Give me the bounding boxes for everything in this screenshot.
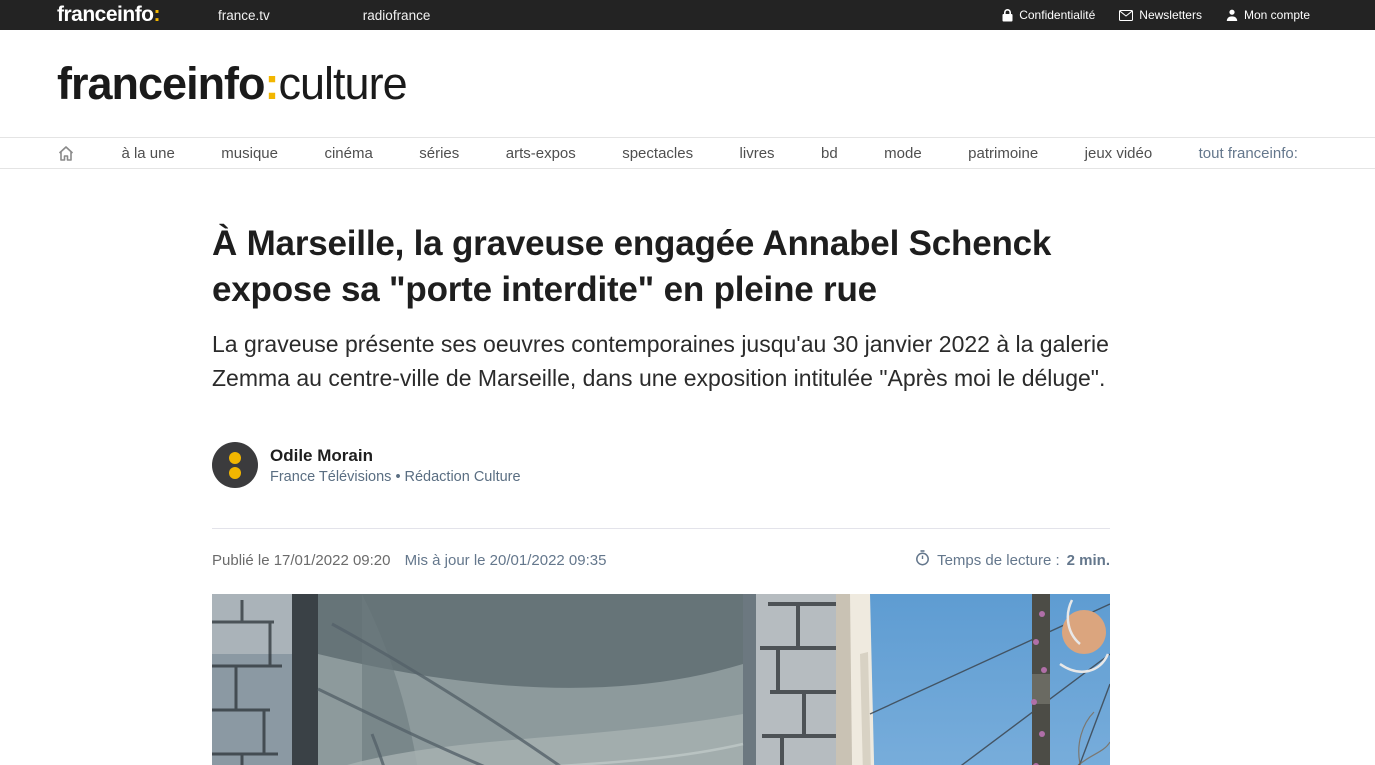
nav-item-series[interactable]: séries [419,144,460,162]
franceinfo-culture-logo[interactable] [57,58,407,110]
meta-row [212,550,1110,570]
avatar-dot-icon [229,452,241,464]
brand-text: franceinfo [57,57,265,109]
privacy-label: Confidentialité [1019,8,1096,22]
divider [212,528,1110,529]
avatar [212,442,258,488]
topbar-link-radiofrance[interactable]: radiofrance [362,7,431,23]
nav-item-jeux-video[interactable]: jeux vidéo [1084,144,1153,162]
newsletters-link[interactable] [1119,8,1202,22]
author-block [212,442,1110,488]
author-affiliation: France Télévisions [270,468,392,485]
article-title: À Marseille, la graveuse engagée Annabel Schenck expose sa "porte interdite" en pleine rue [212,224,1052,309]
nav-item-livres[interactable]: livres [739,144,775,162]
account-label: Mon compte [1243,8,1310,22]
reading-time-value: 2 min. [1066,551,1110,569]
envelope-icon [1119,10,1133,21]
nav-item-a-la-une[interactable]: à la une [121,144,175,162]
privacy-link[interactable] [1002,8,1095,22]
newsletters-label: Newsletters [1139,8,1202,22]
author-byline[interactable] [270,469,521,485]
published-date: Publié le 17/01/2022 09:20 [212,551,391,569]
nav-item-spectacles[interactable]: spectacles [622,144,694,162]
nav-item-bd[interactable]: bd [821,144,838,162]
mural-photo [212,594,836,765]
author-department: Rédaction Culture [404,468,521,485]
franceinfo-logo[interactable] [57,3,160,27]
lock-icon [1002,9,1013,22]
home-icon[interactable] [57,145,75,162]
author-text [270,446,521,485]
topbar [0,0,1375,30]
nav-item-arts-expos[interactable]: arts-expos [505,144,576,162]
reading-time [915,550,1110,570]
byline-separator: • [395,468,401,485]
nav-item-musique[interactable]: musique [221,144,278,162]
topbar-left [57,3,430,27]
updated-date: Mis à jour le 20/01/2022 09:35 [404,551,607,569]
nav-item-patrimoine[interactable]: patrimoine [968,144,1039,162]
topbar-utility [1002,8,1310,22]
stopwatch-icon [915,550,930,570]
author-name: Odile Morain [270,445,373,465]
street-photo [836,594,1110,765]
reading-time-label: Temps de lecture : [937,551,1060,569]
article [0,221,1110,765]
nav-item-mode[interactable]: mode [884,144,922,162]
topbar-link-francetv[interactable]: france.tv [218,7,270,23]
nav-item-tout-franceinfo[interactable]: tout franceinfo: [1198,144,1298,162]
brand-colon: : [264,57,279,109]
brand-section: culture [278,57,407,109]
franceinfo-logo-colon: : [153,3,161,26]
account-link[interactable] [1226,8,1310,22]
user-icon [1226,9,1238,21]
nav-item-cinema[interactable]: cinéma [324,144,373,162]
franceinfo-logo-text: franceinfo [57,3,154,26]
article-subtitle: La graveuse présente ses oeuvres contemporaines jusqu'au 30 janvier 2022 à la galerie Zemma au centre-ville de Marseille, dans une exposition intitulée "Après moi le déluge". [212,331,1109,391]
site-header [0,30,1375,137]
dates [212,552,606,569]
main-nav [0,137,1375,169]
article-image [212,594,1110,765]
avatar-dot-icon [229,467,241,479]
